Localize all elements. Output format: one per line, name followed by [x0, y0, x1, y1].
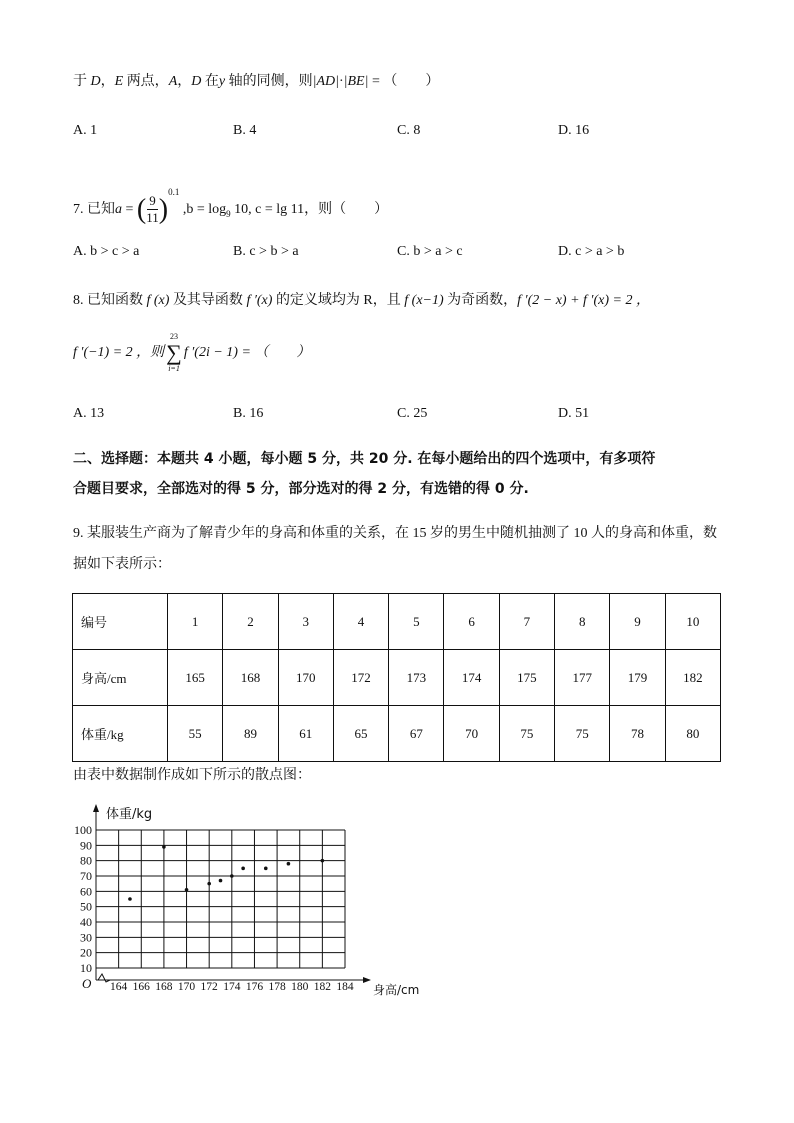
y-tick-label: 100	[74, 823, 92, 837]
table-cell: 80	[665, 706, 720, 762]
x-tick-label: 180	[291, 981, 309, 993]
axis-break	[98, 974, 110, 982]
table-cell: 75	[499, 706, 554, 762]
row-label: 身高/cm	[73, 650, 168, 706]
y-tick-label: 60	[80, 884, 92, 899]
data-points	[128, 845, 324, 901]
data-point	[185, 888, 189, 892]
table-cell: 61	[278, 706, 333, 762]
data-point	[321, 859, 325, 863]
q8-option-d: D. 51	[558, 406, 590, 421]
origin-label: O	[82, 976, 92, 991]
grid	[96, 830, 345, 968]
table-cell: 78	[610, 706, 665, 762]
q7-stem: 7. 已知a = ( $\frac{9}{11}$ )$^{0.1}$ $,b = \log_9 10$, c = lg 11，则（ ）	[73, 187, 389, 226]
section2-heading-line2: 合题目要求，全部选对的得 5 分，部分选对的得 2 分，有选错的得 0 分.	[73, 481, 529, 497]
table-cell: 174	[444, 650, 499, 706]
scatter-plot	[60, 800, 460, 1000]
data-point	[241, 867, 245, 871]
table-cell: 6	[444, 594, 499, 650]
table-cell: 177	[555, 650, 610, 706]
data-point	[230, 874, 234, 878]
x-axis-arrow	[363, 977, 371, 983]
x-tick-label: 182	[313, 981, 331, 993]
q7-option-d: D. c > a > b	[558, 244, 625, 259]
q6-option-d: D. 16	[558, 123, 590, 138]
y-tick-label: 10	[80, 961, 92, 975]
q7-option-c: C. b > a > c	[397, 244, 463, 259]
q6-option-b: B. 4	[233, 123, 257, 138]
x-tick-label: 168	[155, 981, 173, 993]
q6-option-a: A. 1	[73, 123, 98, 138]
y-tick-label: 30	[80, 930, 92, 945]
x-tick-label: 174	[223, 981, 241, 993]
q8-stem-line2: f ′(−1) = 2 ，则 23 ∑ i=1 f ′(2i − 1) = （ ）	[73, 331, 311, 373]
table-row-height	[73, 650, 721, 706]
x-tick-label: 176	[245, 981, 264, 993]
q9-stem-line1: 9. 某服装生产商为了解青少年的身高和体重的关系，在 15 岁的男生中随机抽测了 10 人的身高和体重，数	[73, 526, 717, 541]
table-cell: 67	[389, 706, 444, 762]
data-point	[162, 845, 166, 849]
x-tick-label: 184	[336, 981, 354, 993]
x-tick-label: 178	[268, 981, 286, 993]
table-cell: 175	[499, 650, 554, 706]
x-tick-label: 164	[110, 981, 128, 993]
y-tick-label: 20	[80, 945, 92, 960]
table-cell: 179	[610, 650, 665, 706]
q8-option-c: C. 25	[397, 406, 428, 421]
y-axis-arrow	[93, 804, 99, 812]
table-cell: 89	[223, 706, 278, 762]
y-axis-label: 体重/kg	[106, 807, 153, 822]
row-label: 编号	[73, 594, 168, 650]
x-tick-label: 172	[200, 981, 218, 993]
x-tick-label: 170	[177, 981, 196, 993]
q9-stem-line2: 据如下表所示：	[73, 557, 171, 572]
data-table	[72, 593, 721, 762]
table-cell: 3	[278, 594, 333, 650]
table-cell: 170	[278, 650, 333, 706]
y-tick-label: 50	[80, 899, 92, 914]
summation-symbol: 23 ∑ i=1	[166, 331, 182, 373]
q7-fraction: $\frac{9}{11}$	[146, 193, 159, 226]
data-point	[264, 867, 268, 871]
q6-continuation: 于 D，E 两点，A，D 在y 轴的同侧，则|AD|·|BE| = （ ）	[73, 74, 440, 89]
table-cell: 1	[168, 594, 223, 650]
table-row-id	[73, 594, 721, 650]
table-cell: 2	[223, 594, 278, 650]
table-cell: 9	[610, 594, 665, 650]
table-cell: 65	[333, 706, 388, 762]
x-tick-label: 166	[132, 981, 150, 993]
y-tick-label: 40	[80, 915, 92, 929]
table-cell: 182	[665, 650, 720, 706]
data-point	[219, 879, 223, 883]
table-cell: 5	[389, 594, 444, 650]
table-cell: 55	[168, 706, 223, 762]
table-cell: 70	[444, 706, 499, 762]
table-row-weight	[73, 706, 721, 762]
q7-option-a: A. b > c > a	[73, 244, 140, 259]
scatter-caption: 由表中数据制作成如下所示的散点图：	[73, 768, 311, 783]
table-cell: 165	[168, 650, 223, 706]
y-tick-label: 90	[80, 838, 92, 853]
q8-option-a: A. 13	[73, 406, 105, 421]
table-cell: 173	[389, 650, 444, 706]
table-cell: 75	[555, 706, 610, 762]
x-axis-label: 身高/cm	[373, 983, 420, 997]
table-cell: 8	[555, 594, 610, 650]
data-point	[207, 882, 211, 886]
row-label: 体重/kg	[73, 706, 168, 762]
q8-stem-line1: 8. 已知函数 f (x) 及其导函数 f ′(x) 的定义域均为 R，且 f (x−1) 为奇函数，f ′(2 − x) + f ′(x) = 2 ，	[73, 293, 650, 308]
q8-option-b: B. 16	[233, 406, 264, 421]
data-point	[287, 862, 291, 866]
y-tick-label: 80	[80, 853, 92, 868]
table-cell: 10	[665, 594, 720, 650]
table-cell: 172	[333, 650, 388, 706]
data-point	[128, 897, 132, 901]
table-cell: 168	[223, 650, 278, 706]
q6-option-c: C. 8	[397, 123, 421, 138]
y-tick-label: 70	[80, 869, 92, 883]
q7-option-b: B. c > b > a	[233, 244, 299, 259]
table-cell: 4	[333, 594, 388, 650]
section2-heading-line1: 二、选择题：本题共 4 小题，每小题 5 分，共 20 分. 在每小题给出的四个选项中，有多项符	[73, 451, 656, 467]
table-cell: 7	[499, 594, 554, 650]
